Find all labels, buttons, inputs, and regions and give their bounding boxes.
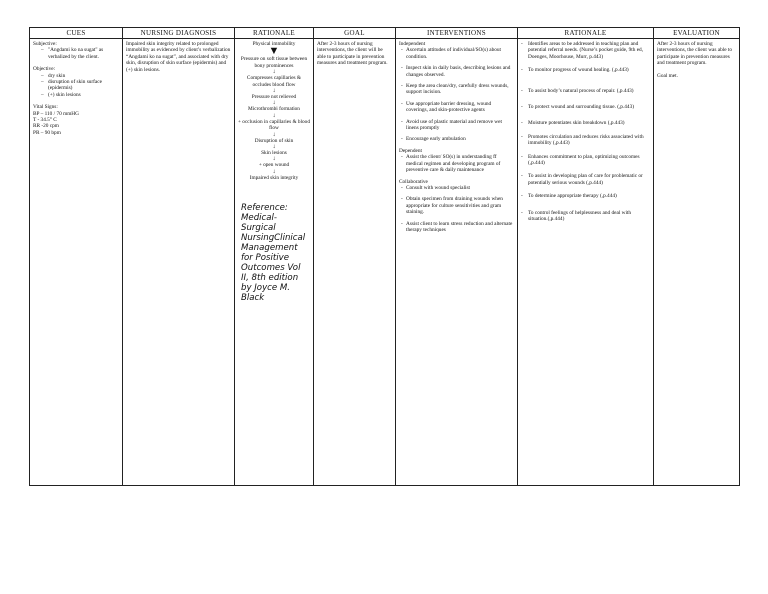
intervention-item: - Inspect skin in daily basis, describing lesions and changes observed. [401,65,514,78]
objective-item: – dry skin [41,73,119,79]
subjective-list [33,47,119,60]
rationale-item: - To control feelings of helplessness and deal with situation.(,p.444) [521,210,650,223]
flow-node: + open wound [258,162,290,169]
goal-text: After 2-3 hours of nursing interventions, the client will be able to participate in prevention measures and treatment program. [317,41,388,67]
reference-text: Reference: Medical-Surgical NursingClinical Management for Positive Outcomes Vol II, 8th edition by Joyce M. Black [241,203,306,304]
flow-node: Disruption of skin [254,137,294,144]
flow-node: Skin lesions [261,150,287,157]
intervention-item: - Use appropriate barrier dressing, wound coverings, and skin-protective agents [401,101,514,114]
flow-node: + occlusion in capillaries & blood flow [238,118,310,132]
subjective-label: Subjective: [33,41,57,47]
evaluation-text: After 2-3 hours of nursing interventions, the client was able to participate in prevention measures and treatment program. [657,41,733,67]
flow-node: Microthrombi formation [248,106,300,113]
down-arrow-icon: ↓ [272,168,276,175]
down-arrow-icon: ↓ [272,100,276,107]
objective-item: – (+) skin lesions [41,92,119,98]
down-arrow-icon: ↓ [272,131,276,138]
rationale-cell [518,39,654,486]
evaluation-result: Goal met. [657,72,678,79]
header-cues: CUES [30,28,123,39]
intervention-item: - Assist the client/ SO(s) in understanding ff medical regimen and developing program of preventive care & daily maintenance [401,154,514,173]
down-arrow-icon: ↓ [272,69,276,76]
rationale-item: - Identifies areas to be addressed in teaching plan and potential referral needs. (Nurse’s pocket guide, 9th ed, Doenges, Moorhouse, Murr, p.443) [521,41,650,60]
intervention-item: - Avoid use of plastic material and remove wet linens promptly [401,119,514,132]
objective-list [33,73,119,99]
cues-cell [30,39,123,486]
header-row [30,28,740,39]
diagnosis-cell [123,39,235,486]
objective-item: – disruption of skin surface (epidermis) [41,79,119,92]
header-rationale: RATIONALE [235,28,314,39]
independent-label: Independent [399,41,426,47]
header-interventions: INTERVENTIONS [396,28,518,39]
vital-rr: RR -20 cpm [33,123,59,130]
independent-list [401,47,514,142]
header-goal: GOAL [314,28,396,39]
down-arrow-icon: ↓ [272,144,276,151]
vital-pr: PR – 90 bpm [33,129,61,136]
header-nursing-diagnosis: NURSING DIAGNOSIS [123,28,235,39]
dependent-label: Dependent [399,147,422,154]
rationale-item: - To assist in developing plan of care for problematic or potentially serious wounds (,p.444) [521,173,650,186]
down-arrow-icon: ↓ [272,88,276,95]
down-arrow-icon: ↓ [272,112,276,119]
intervention-item: - Assist client to learn stress reduction and alternate therapy techniques [401,221,514,234]
flow-node: Pressure not relieved [251,94,297,101]
flow-node: Compresses capillaries & occludes blood flow [246,75,302,88]
collaborative-label: Collaborative [399,178,428,185]
rationale-item: - Enhances commitment to plan, optimizing outcomes (,p.444) [521,154,650,167]
header-evaluation: EVALUATION [654,28,740,39]
flow-node: Pressure on soft tissue between bony prominences [240,56,308,69]
nursing-care-plan-table [29,27,740,486]
content-row [30,39,740,486]
pathophysiology-flow [238,41,310,181]
down-arrow-icon: ↓ [272,156,276,163]
interventions-cell [396,39,518,486]
rationale-item: - Moisture potentiates skin breakdown (,p.443) [521,120,650,126]
intervention-item: - Encourage early ambulation [401,136,514,142]
rationale-item: - To monitor progress of wound healing. (,p.443) [521,67,650,73]
intervention-item: - Ascertain attitudes of individual/SO(s) about condition. [401,47,514,60]
header-rationale-2: RATIONALE [518,28,654,39]
flow-node: Physical immobility [252,41,296,47]
vital-temp: T - 34.5° C [33,117,57,124]
rationale-item: - To protect wound and surrounding tissue. (,p.443) [521,104,650,110]
intervention-item: - Obtain specimen from draining wounds when appropriate for culture sensitivities and gram staining. [401,196,514,215]
vital-bp: BP – 110 / 70 mmHG [33,110,79,117]
flow-node: Impaired skin integrity [249,174,299,181]
vital-signs-label: Vital Signs: [33,104,58,111]
rationale-list [521,41,650,223]
diagnosis-text: Impaired skin integrity related to prolonged immobility as evidenced by client’s verbalization “Angdami ko na sugat”, and associated with dry skin, disruption of skin surface (epidermis) and (+) skin lesions. [126,41,231,73]
evaluation-cell [654,39,740,486]
down-arrow-icon: ▼ [268,45,280,58]
rationale-item: - To assist body’s natural process of repair. (,p.443) [521,88,650,94]
intervention-item: - Keep the area clean/dry, carefully dress wounds, support incision. [401,83,514,96]
dependent-list [401,154,514,173]
rationale-flow-cell [235,39,314,486]
objective-label: Objective: [33,66,56,73]
intervention-item: - Consult with wound specialist [401,185,514,191]
collaborative-list [401,185,514,233]
rationale-item: - To determine appropriate therapy (,p.444) [521,193,650,199]
goal-cell [314,39,396,486]
rationale-item: - Promotes circulation and reduces risks associated with immobility (,p.443) [521,134,650,147]
subjective-item: – "Angdami ko na sugat" as verbalized by the client. [41,47,119,60]
